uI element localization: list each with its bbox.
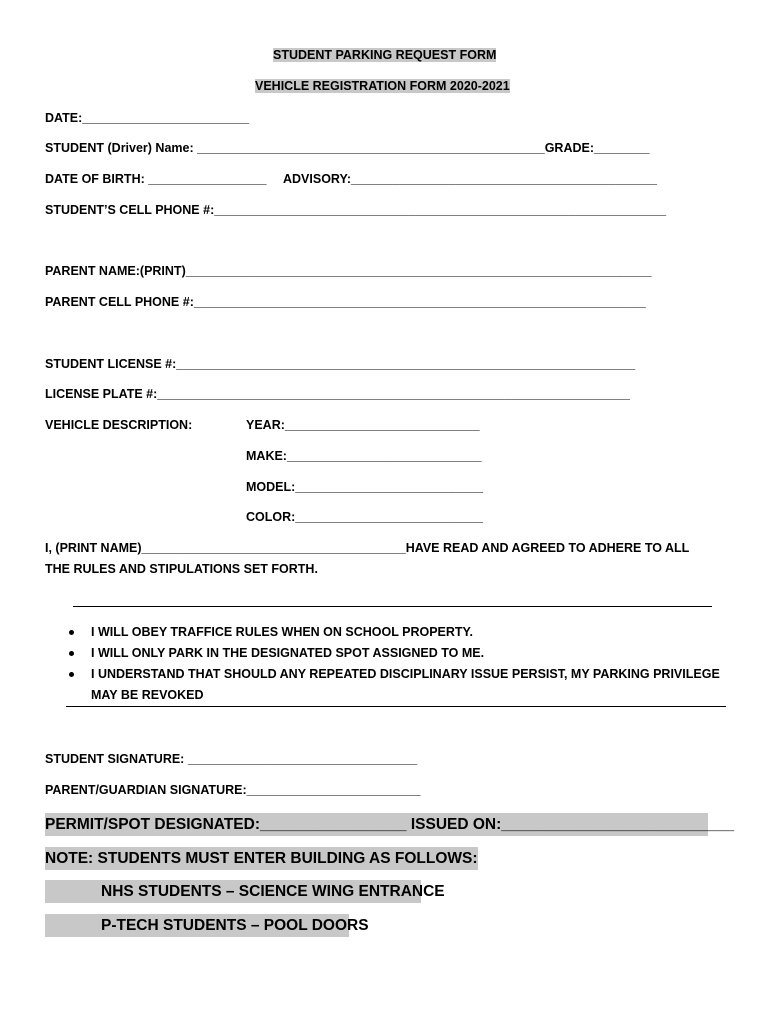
ptech-entrance-banner xyxy=(45,914,369,937)
license-plate-field[interactable]: LICENSE PLATE #:____________________________________________________________________ xyxy=(45,387,631,401)
permit-field[interactable]: PERMIT/SPOT DESIGNATED:_________________ ISSUED ON:___________________________ xyxy=(45,813,708,836)
rule-item: I UNDERSTAND THAT SHOULD ANY REPEATED DISCIPLINARY ISSUE PERSIST, MY PARKING PRIVILEGE xyxy=(91,667,720,681)
vehicle-color-field[interactable]: COLOR:___________________________ xyxy=(246,510,483,524)
form-subtitle: VEHICLE REGISTRATION FORM 2020-2021 xyxy=(255,79,510,93)
bullet-icon xyxy=(69,630,74,635)
date-field[interactable]: DATE:________________________ xyxy=(45,111,250,125)
agreement-name-field[interactable]: I, (PRINT NAME)______________________________________HAVE READ AND AGREED TO ADHERE TO ALL xyxy=(45,541,690,555)
nhs-entrance-text: NHS STUDENTS – SCIENCE WING ENTRANCE xyxy=(101,883,445,900)
bullet-icon xyxy=(69,651,74,656)
vehicle-description-label: VEHICLE DESCRIPTION: xyxy=(45,418,193,432)
parent-name-field[interactable]: PARENT NAME:(PRINT)___________________________________________________________________ xyxy=(45,264,652,278)
student-license-field[interactable]: STUDENT LICENSE #:__________________________________________________________________ xyxy=(45,357,636,371)
divider-line xyxy=(66,706,726,707)
entry-note: NOTE: STUDENTS MUST ENTER BUILDING AS FOLLOWS: xyxy=(45,847,478,870)
advisory-field[interactable]: ADVISORY:____________________________________________ xyxy=(283,172,657,186)
parent-cell-field[interactable]: PARENT CELL PHONE #:_________________________________________________________________ xyxy=(45,295,646,309)
vehicle-make-field[interactable]: MAKE:____________________________ xyxy=(246,449,482,463)
divider-line xyxy=(73,606,712,607)
dob-field[interactable]: DATE OF BIRTH: _________________ xyxy=(45,172,267,186)
vehicle-model-field[interactable]: MODEL:___________________________ xyxy=(246,480,483,494)
ptech-entrance-text: P-TECH STUDENTS – POOL DOORS xyxy=(101,917,369,934)
vehicle-year-field[interactable]: YEAR:____________________________ xyxy=(246,418,480,432)
student-cell-field[interactable]: STUDENT’S CELL PHONE #:_________________________________________________________________ xyxy=(45,203,667,217)
rule-item-continued: MAY BE REVOKED xyxy=(91,688,204,702)
rule-item: I WILL OBEY TRAFFICE RULES WHEN ON SCHOOL PROPERTY. xyxy=(91,625,473,639)
parent-signature-field[interactable]: PARENT/GUARDIAN SIGNATURE:_________________________ xyxy=(45,783,421,797)
nhs-entrance-banner xyxy=(45,880,445,903)
student-name-field[interactable]: STUDENT (Driver) Name: __________________________________________________GRADE:________ xyxy=(45,141,650,155)
student-signature-field[interactable]: STUDENT SIGNATURE: _________________________________ xyxy=(45,752,418,766)
form-title: STUDENT PARKING REQUEST FORM xyxy=(273,48,497,62)
bullet-icon xyxy=(69,672,74,677)
agreement-text: THE RULES AND STIPULATIONS SET FORTH. xyxy=(45,562,318,576)
rule-item: I WILL ONLY PARK IN THE DESIGNATED SPOT ASSIGNED TO ME. xyxy=(91,646,485,660)
